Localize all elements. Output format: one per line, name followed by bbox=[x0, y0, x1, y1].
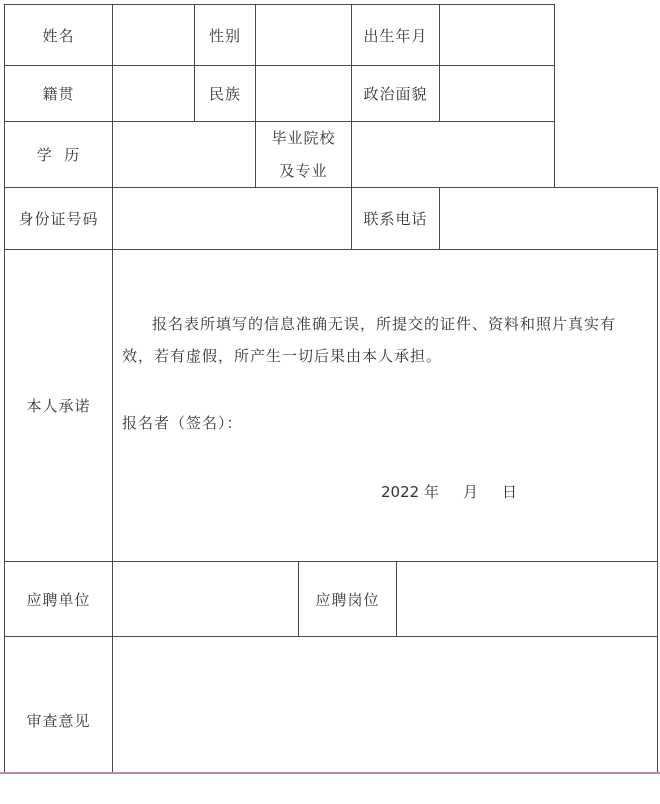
id-field[interactable] bbox=[113, 188, 351, 249]
education-field[interactable] bbox=[113, 122, 255, 187]
gender-label: 性别 bbox=[208, 26, 241, 45]
school-label-line2: 及专业 bbox=[279, 161, 328, 180]
political-field[interactable] bbox=[440, 66, 554, 121]
ethnic-field[interactable] bbox=[256, 66, 351, 121]
school-field[interactable] bbox=[352, 122, 554, 187]
photo-area[interactable] bbox=[555, 5, 658, 187]
id-label: 身份证号码 bbox=[18, 210, 99, 228]
review-field[interactable] bbox=[113, 637, 657, 772]
unit-label: 应聘单位 bbox=[26, 590, 91, 609]
political-label: 政治面貌 bbox=[363, 85, 428, 103]
native-label: 籍贯 bbox=[42, 85, 75, 103]
name-label: 姓名 bbox=[42, 26, 75, 45]
position-label: 应聘岗位 bbox=[315, 590, 380, 609]
ethnic-label: 民族 bbox=[208, 85, 241, 103]
education-label: 学 历 bbox=[36, 146, 81, 164]
gender-field[interactable] bbox=[256, 5, 351, 65]
position-field[interactable] bbox=[397, 562, 657, 636]
name-field[interactable] bbox=[113, 5, 194, 65]
date-day: 日 bbox=[501, 483, 517, 501]
commitment-text: 报名表所填写的信息准确无误，所提交的证件、资料和照片真实有效，若有虚假，所产生一切后果由本人承担。 bbox=[122, 315, 617, 365]
date-month: 月 bbox=[462, 483, 478, 501]
school-label bbox=[256, 122, 351, 187]
signature-date bbox=[381, 481, 541, 502]
commitment-label: 本人承诺 bbox=[26, 397, 91, 415]
unit-field[interactable] bbox=[113, 562, 298, 636]
birth-label: 出生年月 bbox=[363, 26, 428, 45]
native-field[interactable] bbox=[113, 66, 194, 121]
school-label-line1: 毕业院校 bbox=[271, 128, 336, 147]
page-bottom-rule bbox=[0, 772, 660, 774]
date-year: 2022 年 bbox=[381, 483, 439, 501]
phone-label: 联系电话 bbox=[363, 210, 428, 228]
review-label: 审查意见 bbox=[26, 712, 91, 730]
phone-field[interactable] bbox=[440, 188, 657, 249]
rule-right bbox=[657, 187, 658, 774]
signature-label[interactable]: 报名者（签名）： bbox=[122, 414, 243, 432]
birth-field[interactable] bbox=[440, 5, 554, 65]
